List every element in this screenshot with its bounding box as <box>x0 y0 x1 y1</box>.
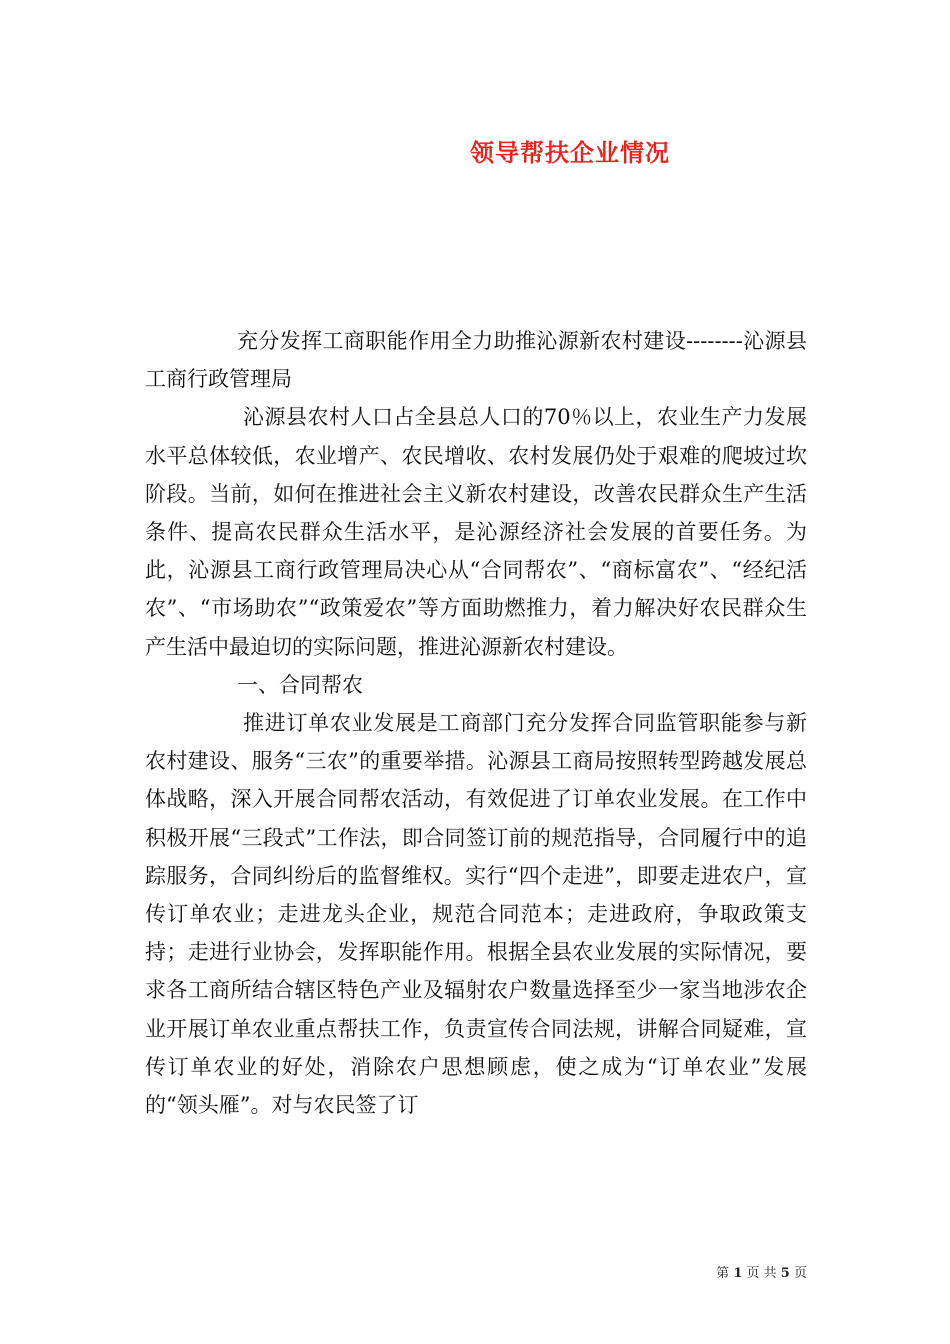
footer-prefix: 第 <box>716 1266 730 1281</box>
page-footer <box>716 1262 807 1281</box>
footer-total-pages: 5 <box>780 1266 790 1281</box>
intro-paragraph: 沁源县农村人口占全县总人口的70％以上，农业生产力发展水平总体较低，农业增产、农民增收、农村发展仍处于艰难的爬坡过坎阶段。当前，如何在推进社会主义新农村建设，改善农民群众生产生活条件、提高农民群众生活水平，是沁源经济社会发展的首要任务。为此，沁源县工商行政管理局决心从“合同帮农”、“商标富农”、“经纪活农”、“市场助农”“政策爱农”等方面助燃推力，着力解决好农民群众生产生活中最迫切的实际问题，推进沁源新农村建设。 <box>145 405 807 659</box>
footer-current-page: 1 <box>733 1266 743 1281</box>
footer-suffix: 页 <box>793 1266 807 1281</box>
footer-middle: 页 共 <box>746 1266 777 1281</box>
contract-paragraph: 推进订单农业发展是工商部门充分发挥合同监管职能参与新农村建设、服务“三农”的重要举措。沁源县工商局按照转型跨越发展总体战略，深入开展合同帮农活动，有效促进了订单农业发展。在工作中积极开展“三段式”工作法，即合同签订前的规范指导，合同履行中的追踪服务，合同纠纷后的监督维权。实行“四个走进”，即要走进农户，宣传订单农业；走进龙头企业，规范合同范本；走进政府，争取政策支持；走进行业协会，发挥职能作用。根据全县农业发展的实际情况，要求各工商所结合辖区特色产业及辐射农户数量选择至少一家当地涉农企业开展订单农业重点帮扶工作，负责宣传合同法规，讲解合同疑难，宣传订单农业的好处，消除农户思想顾虑，使之成为“订单农业”发展的“领头雁”。对与农民签了订 <box>145 711 807 1118</box>
document-title: 领导帮扶企业情况 <box>470 138 670 167</box>
document-body <box>145 322 807 1124</box>
article-subtitle-paragraph: 充分发挥工商职能作用全力助推沁源新农村建设--------沁源县工商行政管理局 <box>145 329 807 392</box>
section-heading-contract: 一、合同帮农 <box>237 672 363 697</box>
